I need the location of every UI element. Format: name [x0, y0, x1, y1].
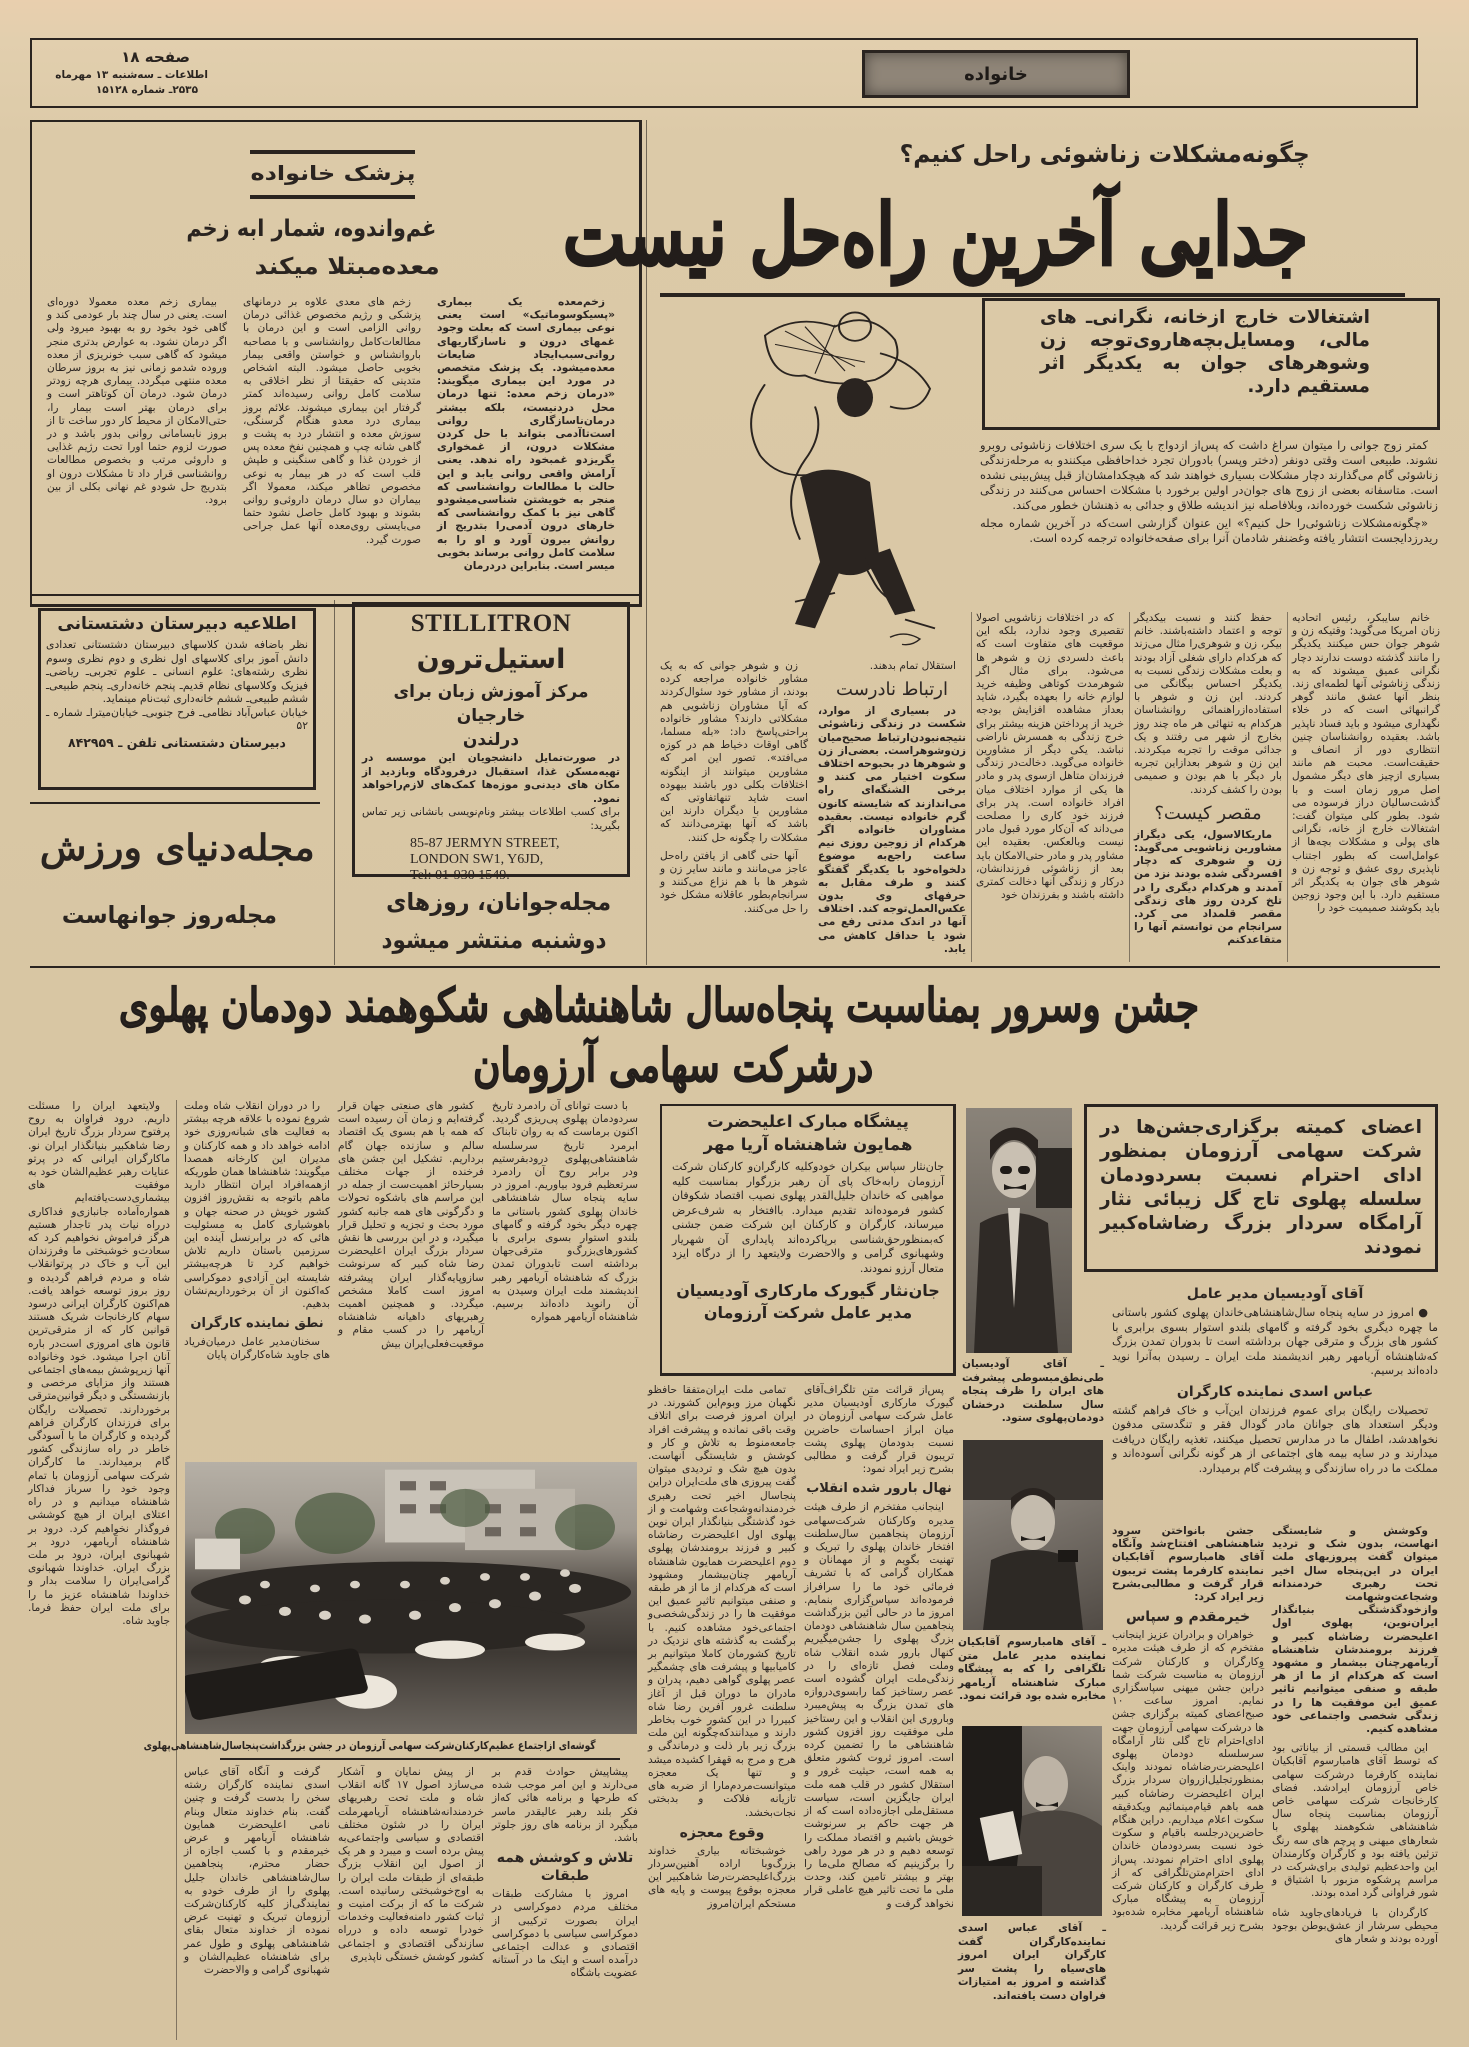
column-divider [971, 612, 972, 962]
school-ad-phone: دبیرستان دشتستانی تلفن ـ ۸۴۲۹۵۹ [68, 734, 286, 750]
photo-director-caption: ـ آقای آودیسیان طی‌نطق‌مبسوطی پیشرفت های ایران را ظرف پنجاه سال سلطنت درخشان دودمان‌پهلوی ستود. [962, 1358, 1104, 1424]
sport-magazine-slogan: مجله‌روز جوانهاست [62, 901, 278, 929]
label-rule-top [250, 150, 415, 154]
stillitron-brand: STILLITRON [410, 610, 572, 637]
article-column-2: حفظ کنند و نسبت بیکدیگر توجه و اعتماد داشته‌باشند. خانم بیکر، زن و شوهری‌را مثال می‌زند که هرکدام دارای شغلی آزاد بودند و بعلت مشکلات زندگی نسبت به یکدیگر احساس بیگانگی می کردند. این زن و شوهر با استفاده‌ازراهنمائی روانشناسان هرکدام به تنهائی هر ماه چند روز بخارج از شهر می رفتند و یک جدائی موقت را تجربه میکردند. این زن و شوهر بعدازاین تجربه بار دیگر با هم بودن و صمیمی بودن را کشف کردند. مقصر کیست؟ ماریکالاسول، یکی دیگراز مشاورین زناشویی می‌گوید: زن و شوهری که دچار افسردگی شده بودند نزد من آمدند و هرکدام دیگری را در تلخ کردن روز های زندگی مقصر قلمداد می کرد. سرانجام من توانستم آنها را متقاعدکنم [1134, 612, 1282, 947]
speech-column-left: تمامی ملت ایران‌متفقا حافظو نگهبان مرز وبوم‌این کشورند. در ایران امروز فرصت برای اتلاف وقت باقی نمانده و پیشرفت افراد جامعه‌منوط به تلاش و کار و کوشش و شایستگی آنهاست. بدون هیچ شک و تردیدی میتوان گفت پیروزی های ملت‌ایران دراین پنجاسال اخیر تحت رهبری خردمندانه‌وشجاعت وشهامت و از خود گذشتگی بنیانگذار ایران نوین پهلوی اول اعلیحضرت رضاشاه کبیر و فرزند برومندشان پهلوی دوم اعلیحضرت همایون شاهنشاه آریامهر چنان‌بیشمار ومشهود است که هرکدام از ما از هر طبقه و صنفی میتوانیم تاثیر عمیق این موفقیت ها را در زندگی‌شخصی‌و اجتماعی‌خود مشاهده کنیم. با برگشت به گذشته های نزدیک در تاریخ کشورمان کاملا میتوانیم بر کامیابیها و پیشرفت های چشمگیر عصر پهلوی گواهی دهیم، پدران و مادران ما دوران قبل از آغاز سلطنت غرور آفرین رضا شاه کبیررا در این کشور خوب بخاطر دارند و میدانندکه‌چگونه این ملت بزرگ زیر بار ذلت و درماندگی و هرج و مرج به قهقرا کشیده میشد و تنها یک معجزه میتوانست‌مردم‌مارا از ضربه های تازیانه فلاکت و بدبختی نجات‌بخشد. وقوع معجزه خوشبختانه بیاری خداوند بزرگ‌وبا اراده آهنین‌سردار بزرگ‌اعلیحضرت‌رضا شاهکبیر این معجزه بوقوع پیوست و پایه های مستحکم ایران‌امروز [648, 1384, 796, 1910]
page-info [38, 46, 208, 98]
article-column-3: که در اختلافات زناشویی اصولا تقصیری وجود ندارد، بلکه این موقعیت های متفاوت است که باعث دلسردی زن و شوهر ها می‌شود. برای مثال اگر شوهرمدت کوتاهی وظیفه خرید لوازم خانه را بعهده بگیرد، شاید بعداز مشاهده افزایش بودجه خرید از پرداختن هزینه بیشتر برای خرج زندگی به همسرش ناراضی نباشد. یکی دیگر از مشاورین خانواده می‌گوید. دخالت‌در زندگی فرزندان متاهل ازسوی پدر و مادر ها یکی از موارد اختلاف میان افراد خانواده است. پدر برای فرزند خود کاری را مصلحت می‌داند که آن‌کار مورد قبول مادر نیست وبالعکس. بعقیده این مشاور پدر و مادر حتی‌الامکان باید بعد از زناشوئی فرزندانشان، درکار و زندگی آنها دخالت کمتری داشته باشند و بفرزندان خود [976, 612, 1124, 902]
address-line: LONDON SW1, Y6JD, [410, 852, 544, 867]
subhead-workers-speech: نطق نماینده کارگران [190, 1316, 324, 1332]
subhead-director: آقای آودیسیان مدیر عامل [1186, 1286, 1364, 1302]
photo-crowd-caption: گوشه‌ای ازاجتماع عظیم‌کارکنان‌شرکت سهامی آرزومان در جشن بزرگداشت‌پنجاسال‌شاهنشاهی‌پهلوی [143, 1739, 596, 1752]
ads-rule [30, 802, 320, 804]
stillitron-city: درلندن [462, 730, 520, 750]
column-divider [1287, 612, 1288, 962]
stillitron-body: در صورت‌تمایل دانشجویان این موسسه در تهیه‌مسکن غذا، استقبال درفرودگاه وبازدید از مکان های دیدنی‌و موزه‌ها کمک‌های لازم‌راخواهد نمود. [362, 752, 620, 805]
health-column-3: بیماری زخم معده معمولا دوره‌ای است. یعنی در سال چند بار عودمی کند و گاهی خود بخود رو به بهبود میرود ولی اگر درمان نشود. به عوارض بدتری منجر میشود که گاهی سبب خونریزی از معده وروده شدمو زمانی نیز به بروز سرطان معده منتهی میگردد. بیماری هرچه زودتر درمان شود. درمان آن کوتاهتر است و برای درمان بهتر است بیمار را، حتی‌الامکان از محیط کار دور ساخت تا از بروز نابسامانی روانی بدور باشد و در صورت لزوم حتما اورا تحت رژیم غذایی و داروئی مرتب و بخصوص مطالعات روانشناسی قرار داد تا مشکلات درون او بتدریج حل شودو غم نهانی بکلی از بین برود. [47, 296, 227, 507]
telegram-signature: جان‌نثار گیورک مارکاری آودیسیان [676, 1281, 940, 1300]
left-column-1: با دست توانای آن رادمرد تاریخ سردودمان پهلوی پی‌ریزی گردید. اکنون برماست که به روان تابناک ابرمرد تاریخ سرسلسله شاهنشاهی‌پهلوی درودبفرستیم ودر برابر روح آن رادمرد سرتعظیم فرود بیاوریم. امروز در سایه پنجاه سال شاهنشاهی خاندان پهلوی کشور باستانی ما چهره دیگر بخود گرفته و گامهای بلندو استوار بسوی برابری با کشورهای‌بزرگ‌و مترقی‌جهان برداشته است تابدوران تمدن بزرگ که شاهنشاه آریامهر رهبر اندیشمند ملت ایران وسیدن به آن رانوید داده‌اند برسیم. شاهنشاه آریامهر همواره [492, 1100, 638, 1324]
section-label: خانواده [964, 63, 1028, 85]
article-column-1: خانم سایبکر، رئیس اتحادیه زنان امریکا می‌گوید: وقتیکه زن و شوهر جوان حس میکنند یکدیگر را مانند گذشته دوست ندارند دچار نگرانی عمیق میشوند که به زندگی زناشوئی آنها لطمه‌ای زند. بنظر آنها عشق مانند گوهر گرانبهائی است که در خلاء نگهداری میشود و باید فساد ناپذیر باشد. بعقیده روانشناسان چنین انتظاری دور از انصاف و حقیقت‌است. محبت هم مانند بسیاری ازچیز های دیگر مشمول اصل مرور زمان است و با گذشت‌سالیان دراز فرسوده می شود. بطور کلی میتوان گفت: اشتغالات خارج از خانه، نگرانی های پولی و مشکلات بچه‌ها از عوامل‌است که بطور اجتناب ناپذیری روی عشق و توجه زن و شوهر های جوان به یکدیگر اثر مستقیم دارد. با این وجود زوجین باید بکوشند صمیمیت خود را [1292, 612, 1440, 915]
family-doctor-label: پزشک خانواده [250, 161, 415, 185]
below-photo-column-middle: از پیش نمایان و آشکار می‌سازد اصول ۱۷ گانه انقلاب شاه و ملت تحت رهبریهای خردمندانه‌شاهنشاه آریامهرملت ایران را در شئون مختلف اقتصادی و سیاسی واجتماعی‌به پیش برده است و میبرد و هر یک از اصول این انقلاب بزرگ طبقه‌ای از طبقات ملت ایران را به اوج‌خوشبختی رسانیده است. شرکت ما که از برکت امنیت و ثبات کشور دامنه‌فعالیت وخدمات خودرا توسعه داده و درراه سازندگی اقتصادی و اجتماعی کشور کوشش خستگی ناپذیری [338, 1766, 484, 1963]
stillitron-contact: برای کسب اطلاعات بیشتر ونام‌نویسی بانشانی زیر تماس بگیرید: [362, 806, 620, 832]
speech-column-right: پس‌از قرائت متن تلگراف‌آقای گیورک مارکاری آودیسیان مدیر عامل شرکت سهامی آرزومان در میان ابراز احساسات حاضرین نسبت بدودمان پهلوی پشت تریبون قرار گرفت و مطالبی بشرح زیر ایراد نمود: نهال بارور شده انقلاب اینجانب مفتخرم از طرف هیئت مدیره وکارکنان شرکت‌سهامی آرزومان پنجاهمین سال‌سلطنت افتخار خاندان پهلوی را تبریک و تهنیت بگویم و از مهمانان و همکاران گرامی که با تشریف فرمائی خود ما را سرافراز فرموده‌اند سپاس‌گزاری بنمایم. امروز ما در حالی آئین بزرگداشت پنجاهمین سال شاهنشاهی دودمان بزرگ پهلوی را جشن‌میگیریم کنهال بارور شده انقلاب شاه وملت فصل تازه‌ای را در زندگی‌ملت ایران گشوده است عصر رستاخیز کما رابسوی‌دروازه های تمدن بزرگ به پیش‌میبرد وباروری این انقلاب و این رستاخیز ملی موفقیت روز افزون کشور شاهنشاهی ما را تضمین کرده است. امروز ثروت کشور متعلق به همه است، حیثیت غرور و استقلال کشور در قلب همه ملت ایران جایگزین است، سیاست مستقل‌ملی اجازه‌داده است که از هر جهت حاکم بر سرنوشت خویش باشیم و اقتصاد مملکت را توسعه دهیم و در هر مورد راهی را برگزینیم که مصالح ملی‌ما را بهتر و بیشتر تامین کند، وحدت ملی ما تحت تاثیر هیچ عاملی قرار نخواهد گرفت و [804, 1384, 954, 1910]
article-column-5: زن و شوهر جوانی که به یک مشاور خانواده مراجعه کرده بودند، از مشاور خود سئوال‌کردند که آیا مشاوران زناشویی هم مشکلاتی دارند؟ مشاور خانواده براحتی‌پاسخ داد: «بله مسلما، گاهی اوقات دخیاط هم در کوزه می‌افتد». تصور این امر که مشاورین میتوانند از اینگونه اختلافات بکلی دور باشند بیهوده است شاید تنهاتفاوتی که مشاورین با دیگران دارند این باشد که آنها بهترمی‌دانند که مشکلات را چگونه حل کنند. آنها حتی گاهی از یافتن راه‌حل عاجز می‌مانند و مانند سایر زن و شوهر ها با هم نزاع می‌کنند و سرانجام‌بطور عاقلانه مشکل خود را حل می‌کنند. [660, 660, 808, 915]
photo-crowd [185, 1462, 637, 1734]
celebration-headline-line2: درشرکت سهامی آرزومان [472, 1038, 873, 1092]
header-rule-top [30, 38, 1418, 40]
cartoon-couple-icon [705, 300, 975, 655]
school-ad-title: اطلاعیه دبیرستان دشتستانی [57, 614, 297, 634]
callout-text: اشتغالات خارج ازخانه، نگرانی‌ـ های مالی، ومسایل‌بچه‌هاروی‌توجه زن وشوهرهای جوان به یکدیگر اثر مستقیم دارد. [1040, 307, 1370, 397]
school-ad-address: خیابان عباس‌آباد نظامی‌ـ فرح جنوبی‌ـ خیابان‌میترا‌ـ شماره ـ ۵۲ [46, 705, 308, 732]
section-rule [30, 966, 1440, 968]
ceremony-column-middle: جشن بانواختن سرود شاهنشاهی افتتاح‌شد وآنگاه آقای هامبارسوم آقابکیان نماینده کارفرما پشت تریبون قرار گرفت و مطالبی‌بشرح زیر ایراد کرد: خیرمقدم و سپاس خواهران و برادران عزیز اینجانب مفتخرم که از طرف هیئت مدیره وکارگران و کارکنان شرکت آرزومان به مناسبت شرکت شما دراین جشن میهنی سپاسگزاری نمایم. امروز ساعت ۱۰ صبح‌اعضای کمیته برگزاری جشن ها درشرکت سهامی آرزومان جهت ادای‌احترام تاج گلی نثار آرامگاه سرسلسله دودمان پهلوی اعلیحضرت‌رضاشاه نمودند واینک بمنظورتجلیل‌ازروان سردار بزرگ ایران اعلیحضرت رضاشاه کبیر همه باهم قیام‌مینمائیم ویکدقیقه سکوت اعلام میداریم. دراین هنگام حاضرین‌درجلسه باقیام و سکوت خود نسبت بسردودمان خاندان پهلوی ادای احترام نمودند. پس‌از ادای احترام‌متن‌تلگرافی که از طرف کارگران و کارکنان شرکت آرزومان به پیشگاه مبارک شاهنشاه آریامهر مخابره شده‌بود بشرح زیر قرائت گردید. [1112, 1525, 1264, 1932]
telegram-signature-title: مدیر عامل شرکت آرزومان [703, 1303, 913, 1322]
man-portrait-icon [966, 1108, 1072, 1353]
header-rule-bottom [30, 106, 1418, 108]
photo-representative [963, 1440, 1103, 1630]
telegram-body: جان‌نثار سپاس بیکران خودوکلیه کارگران‌و کارکنان شرکت آرزومان رابه‌خاک پای آن رهبر بزرگوار بمناسبت کلیه مواهبی که خاندان جلیل‌القدر پهلوی نصیب اقتصاد شکوفان کشور فرموده‌اند تقدیم میدارد. باافتخار به شرف‌عرض میرساند، کارگران و کارکنان این شرکت ضمن جشنی که‌بمنظورحق‌شناسی برپاکرده‌اند پایداری آن شهریار وشهبانوی گرامی و والاحضرت ولایتعهد را از درگاه ایزد متعال آرزو نمودند. [672, 1160, 944, 1275]
photo-workers-rep [962, 1726, 1102, 1916]
stillitron-address [362, 836, 620, 884]
telegram-content [672, 1110, 944, 1324]
subhead-miracle: وقوع معجزه [679, 1824, 765, 1841]
article-headline: جدایی آخرین راه‌حل نیست [562, 185, 1308, 284]
ceremony-column-right: وکوشش و شایستگی انهاست، بدون شک و تردید میتوان گفت پیروزیهای ملت ایران در این‌پنجاه سال اخیر تحت رهبری خردمندانه وشجاعت‌وشهامت وازخودگذشتگی بنیانگذار ایران‌نوین، پهلوی اول اعلیحضرت رضاشاه کبیر و فرزند برومندشان شاهنشاه آریامهرچنان بیشمار و مشهود است که هرکدام از ما از هر طبقه و صنفی میتوانیم تاثیر عمیق این موفقیت ها را در زندگی شخصی واجتماعی خود مشاهده کنیم. این مطالب قسمتی از بیاناتی بود که توسط آقای هامبارسوم آقابکیان نماینده کارفرما درشرکت سهامی خاص آرزومان ایرادشد. فضای کارخانجات شرکت سهامی خاص آرزومان بمناسبت پنجاه سال شاهنشاهی شکوهمند پهلوی با شعارهای میهنی و پرچم های سه رنگ تزئین یافته بود و کارگران وکارمندان این واحدعظیم تولیدی برای‌شرکت در مراسم پرشکوه مزبور با اشتیاق و شور فراوانی گرد امده بودند. کارگردان با فریادهای‌جاوید شاه محیطی سرشار از عشق‌بوطن بوجود آورده بودند و شعار های [1272, 1525, 1438, 1946]
photo-representative-caption: ـ آقای هامبارسوم آقابکیان نماینده مدیر عامل متن تلگرافی را که به پیشگاه مبارک شاهنشاه آریامهر مخابره شده بود قرائت نمود. [958, 1636, 1106, 1702]
article-kicker: چگونه‌مشکلات زناشوئی راحل کنیم؟ [899, 140, 1310, 168]
telegram-title: پیشگاه مبارک اعلیحضرت همایون شاهنشاه آریا مهر [703, 1112, 913, 1154]
photo-director [966, 1108, 1072, 1353]
health-title-line1: غم‌واندوه، شمار ابه زخم [186, 216, 437, 242]
phone-line: Tel: 01-930 1549. [410, 868, 510, 883]
article-intro: کمتر زوج جوانی را میتوان سراغ داشت که پس‌از ازدواج با یک سری اختلافات زناشوئی روبرو نشوند. طبیعی است وقتی دونفر (دختر وپسر) بادوران تجرد خداحافظی میکنندو به مرحله‌زندگی زناشوئی گام می‌گذارند دچار مشکلات بسیاری خواهند شد که هیچکدامشان‌از قبل پیش‌بینی نشده است. متاسفانه بعضی از زوج های جوان‌در اولین برخورد با مشکلات احساس می‌کنند در زندگی زناشوئی شکست خورده‌اند، وبلافاصله نیز اندیشه طلاق و جدائی به ذهنشان خطور می‌کند. «چگونه‌مشکلات زناشوئی‌را حل کنیم؟» این عنوان گزارشی است‌که در آخرین شماره مجله ریدرزدایجست انتشار یافته وغضنفر شادمان آنرا برای صفحه‌خانواده ترجمه کرده است. [980, 438, 1438, 545]
header-rule-left [30, 38, 32, 108]
column-divider [1129, 612, 1130, 962]
subhead-communication: ارتباط نادرست [836, 679, 948, 701]
stillitron-brand-fa: استیل‌ترون [416, 644, 566, 675]
subhead-effort: تلاش و کوشش همه طبقات [496, 1850, 634, 1885]
man-at-podium-icon [963, 1440, 1103, 1630]
article-column-4: استقلال تمام بدهند. ارتباط نادرست در بسیاری از موارد، شکست در زندگی زناشوئی نتیجه‌نبودن‌ارتباط صحیح‌میان زن‌وشوهراست. بعضی‌از زن و شوهرها در بحبوحه اختلاف سکوت اختیار می کنند و برخی الشنگه‌ای راه می‌اندازند که شایسته کانون گرم خانواده نیست. بعقیده مشاوران خانواده اگر هرکدام از زوجین روزی نیم ساعت راجع‌به موضوع دلخواه‌خود با یکدیگر گفتگو کنند و طرف مقابل به حرفهای وی بدون عکس‌العمل‌توجه کند. اختلاف آنها در اندک مدتی رفع می شود یا حداقل کاهش می یابد. [818, 660, 966, 955]
below-photo-column-right: پیشاپیش حوادث قدم بر می‌دارند و این امر موجب شده که طرحها و برنامه هائی که‌از فکر بلند رهبر عالیقدر ماسر میگیرد از برنامه های روز جلوتر باشد. تلاش و کوشش همه طبقات امروز با مشارکت طبقات مختلف مردم دموکراسی در ایران بصورت ترکیبی از دموکراسی سیاسی با دموکراسی اقتصادی و عدالت اجتماعی درآمده است و اینک ما در آستانه عضویت باشگاه [492, 1766, 638, 1980]
javanan-magazine-line2: دوشنبه منتشر میشود [381, 926, 607, 954]
page-number: صفحه ۱۸ [121, 48, 190, 66]
ads-rule [30, 594, 642, 596]
column-divider [176, 1100, 177, 2040]
cartoon-illustration [705, 300, 975, 655]
sport-magazine-title: مجله‌دنیای ورزش [40, 827, 315, 869]
headline-rule [660, 293, 1405, 297]
left-column-3: را در دوران انقلاب شاه وملت شروع نموده با علاقه هرچه بیشتر به فعالیت های شبانه‌روزی خود ادامه خواهد داد و همه کارکنان و مدیران این کارخانه همصدا میگویند: شاهنشاها همان طوریکه ازهمه‌افراد ایران انتظار دارید ماهم باتوجه به نقش‌روز افزون کشور خویش در صحنه جهان و باهوشیاری کامل به مسئولیت هائی که در برابرنسل آینده این سرزمین باستان داریم تلاش خواهیم کرد تا هرچه‌بیشتر شایسته این آزادی‌و دموکراسی که‌اکنون از آن برخورداریم‌نشان بدهیم. نطق نماینده کارگران سخنان‌مدیر عامل درمیان‌فریاد های جاوید شاه‌کارگران پایان [184, 1100, 330, 1362]
label-rule-bottom [250, 195, 415, 199]
school-ad-body: نظر باضافه شدن کلاسهای دبیرستان دشتستانی تعدادی دانش آموز برای کلاسهای اول نظری و دوم نظری وسوم نظری رشته‌های: علوم انسانی ـ علوم تجربی‌ـ ریاضی‌ـ فیزیک وکلاسهای نظام قدیم‌ـ پنجم خانه‌داری‌ـ پنجم طبیعی‌ـ ششم طبیعی‌ـ ششم خانه‌داری ثبت‌نام مینماید. [46, 638, 308, 705]
subhead-sapling: نهال بارور شده انقلاب [806, 1481, 952, 1497]
committee-text: اعضای کمیته برگزاری‌جشن‌ها در شرکت سهامی آرزومان بمنظور ادای احترام نسبت بسردودمان سلسله پهلوی تاج گل زیبائی نثار آرامگاه سردار بزرگ رضاشاه‌کبیر نمودند [1100, 1117, 1422, 1258]
section-label-box [862, 50, 1130, 98]
subhead-workers-rep: عباس اسدی نماینده کارگران [1176, 1383, 1374, 1400]
caption-rule [220, 1758, 620, 1760]
stillitron-tagline: مرکز آموزش زبان برای خارجیان [393, 682, 589, 726]
health-title-line2: معده‌مبتلا میکند [254, 254, 440, 280]
health-column-1: زخم‌معده یک بیماری «پسیکوسوماتیک» است یعنی نوعی بیماری است که بعلت وجود غمهای درون و ناسازگاریهای روانی‌سبب‌ایجاد ضایعات معده‌میشود. یک پزشک متخصص در مورد این بیماری میگویند: «درمان زخم معده: تنها درمان محل دردنیست، بلکه بیشتر درمان‌ناسازگاری روانی است‌تاآدمی بتواند با حل کردن مشکلات درون، از غمخواری بگریزدو غمبخود راه ندهد. یعنی آرامش واقعی روانی یابد و این حالت با مطالعات روانشناسی که منجر به خویشتن شناسی‌میشودو گاهی نیز با کمک روانشناسی که خارهای درون آدمی‌را بتدریج از روانش بیرون آورد و او را به سلامت کامل روانی برساند بخوبی میسر است. بنابراین دردرمان [437, 296, 615, 573]
celebration-headline-line1: جشن وسرور بمناسبت پنجاه‌سال شاهنشاهی شکوهمند دودمان پهلوی [118, 978, 1199, 1032]
subhead-culprit: مقصر کیست؟ [1154, 802, 1262, 824]
left-column-4: ولایتعهد ایران را مسئلت داریم. درود فراوان به روح پرفتوح سردار بزرگ تاریخ ایران رضا شاهکبیر بنیانگذار ایران نو. ماکارگران ایرانی که در پرتو عنایات رهبر عظیم‌الشان خود به موفقیت های بیشماری‌دست‌یافته‌ایم همواره‌آماده جانبازی‌و فداکاری درراه نیات پدر تاجدار هستیم هرگز فراموش نخواهیم کرد که سعادت‌و خوشبختی ما وفرزندان این آب و خاک در پرتوانقلاب شاه و مردم فراهم گردیده و روز بروز توسعه خواهد یافت. هم‌اکنون کارگران ایرانی درسود سهام کارخانجات شریک هستند قوانین کار که از مترقی‌ترین قانون های امروزی است‌در باره آنان اجرا میشود. خود وخانواده آنها زیرپوشش بیمه‌های اجتماعی هستند واز مزایای مرخصی و بازنشستگی و دیگر قوانین‌مترقی برخوردارند. تحصیلات رایگان برای فرزندان کارگران فراهم گردیده و کارگران ما با آسودگی خاطر در راه سازندگی کشور گام برمیدارند. ما کارگران شرکت سهامی آرزومان با تمام وجود خود را سرباز فداکار شاهنشاه میدانیم و در راه اعتلای ایران از هیچ کوششی فروگذار نخواهیم کرد. درود بر شاهنشاه آریامهر، درود بر شهبانوی ایران، درود بر ملت بزرگ ایران. خداوندا شهبانوی گرامی‌ایران را سلامت بدار و خداوندا شاهنشاه عزیز ما را برای ملت ایران حفظ فرما. جاوید شاه. [28, 1100, 170, 1627]
header-rule-right [1416, 38, 1418, 108]
issue-number: ۲۵۳۵ـ شماره ۱۵۱۲۸ [95, 84, 198, 96]
address-line: 85-87 JERMYN STREET, [410, 836, 560, 851]
crowd-gathering-icon [185, 1462, 637, 1734]
javanan-magazine-line1: مجله‌جوانان، روزهای [385, 888, 611, 916]
man-reading-speech-icon [962, 1726, 1102, 1916]
stillitron-ad-content [362, 608, 620, 884]
column-divider [334, 600, 335, 965]
issue-date: اطلاعات ـ سه‌شنبه ۱۳ مهرماه [55, 69, 208, 81]
subhead-welcome: خیرمقدم و سپاس [1125, 1609, 1251, 1626]
photo-workers-rep-caption: ـ آقای عباس اسدی نماینده‌کارگران گفت کارگران ایران امروز های‌سیاه را پشت سر گذاشته و امروز به امتیازات فراوان دست یافته‌اند. [958, 1922, 1106, 2002]
director-speech-column: آقای آودیسیان مدیر عامل ● امروز در سایه پنجاه سال‌شاهنشاهی‌خاندان پهلوی کشور باستانی ما چهره دیگری بخود گرفته و گامهای بلندو استوار بسوی برابری با کشور های بزرگ و مترقی جهان برداشته است تا بدوران تمدن بزرگ که‌شاهنشاه آریامهر رهبر اندیشمند ملت ایران ـ رسیدن به‌آنرا نوید داده‌اند برسیم. عباس اسدی نماینده کارگران تحصیلات رایگان برای عموم فرزندان این‌آب و خاک فراهم گشته ودیگر استعداد های جوانان مادر گودال فقر و تنگدستی مدفون نخواهدشد، اطفال ما در مدارس تحصیل میکنند، تغذیه رایگان دریافت میدارند و در سایه بیمه های اجتماعی از هر گونه نگرانی آسوده‌اند و مملکت ما در راه سازندگی و پیشرفت گام برمیدارد. [1112, 1286, 1438, 1475]
left-column-2: کشور های صنعتی جهان قرار گرفته‌ایم و زمان آن رسیده است که همه با هم بسوی یک اقتصاد سالم و سازنده جهان گام برداریم. تشکیل این جشن های فرخنده از جهات مختلف بسیارحائز اهمیت‌ست از جمله در این مراسم های باشکوه تحولات و دگرگونی های همه جانبه کشور مورد بحث و تجزیه و تحلیل قرار میگیرد، و در این بررسی ها نقش سردار بزرگ ایران اعلیحضرت رضا شاه کبیر که سرنوشت سازوپایه‌گذار ایران پیشرفته امروز است کاملا مشخص میگردد. و همچنین اهمیت رهبریهای داهیانه شاهنشاه آریامهر را در کسب مقام و موقعیت‌فعلی‌ایران بیش [338, 1100, 484, 1350]
below-photo-column-left: گرفت و آنگاه آقای عباس اسدی نماینده کارگران رشته سخن را بدست گرفت و چنین گفت. بنام خداوند متعال وبنام نامی اعلیحضرت همایون شاهنشاه آریامهر و عرض خیرمقدم و با کسب اجازه از حضار محترم، پنجاهمین سال‌شاهنشاهی خاندان جلیل پهلوی را از طرف خودو به نمایندگی‌از کلیه کارکنان‌شرکت آرزومان تبریک و تهنیت عرض نموده از خداوند متعال بقای شاهنشاهی پهلوی و طول عمر برای شاهنشاه عظیم‌الشان و شهبانوی گرامی و والاحضرت [184, 1766, 330, 1977]
school-ad-content [46, 612, 308, 750]
health-column-2: زخم های معدی علاوه بر درمانهای پزشکی و رژیم مخصوص غذائی درمان روانی الزامی است و این درمان با مطالعات‌کامل روانشناسی و با مصاحبه باروانشناس و خواستن واقعی بیمار بخوبی حاصل میشود. البته اشخاص متدینی که حقیقتا از نظر اخلاقی به سلامت کامل روانی رسیده‌اند کمتر گرفتار این بیماری میشوند. علائم بروز بیماری درد معدو هنگام گرسنگی، سوزش معده و انتشار درد به پشت و گاهی شانه چپ و همچنین نفخ معده پس از خوردن غذا و گاهی سنگینی و طپش قلب است که در هر بیمار به نوعی مخصوص تظاهر میکند، معمولا اگر بیماران دو سال درمان داروئی‌و روانی بشوند و بهبود کامل حاصل نشود حتما می‌بایستی روی‌معده آنها عمل جراحی صورت گیرد. [243, 296, 421, 546]
